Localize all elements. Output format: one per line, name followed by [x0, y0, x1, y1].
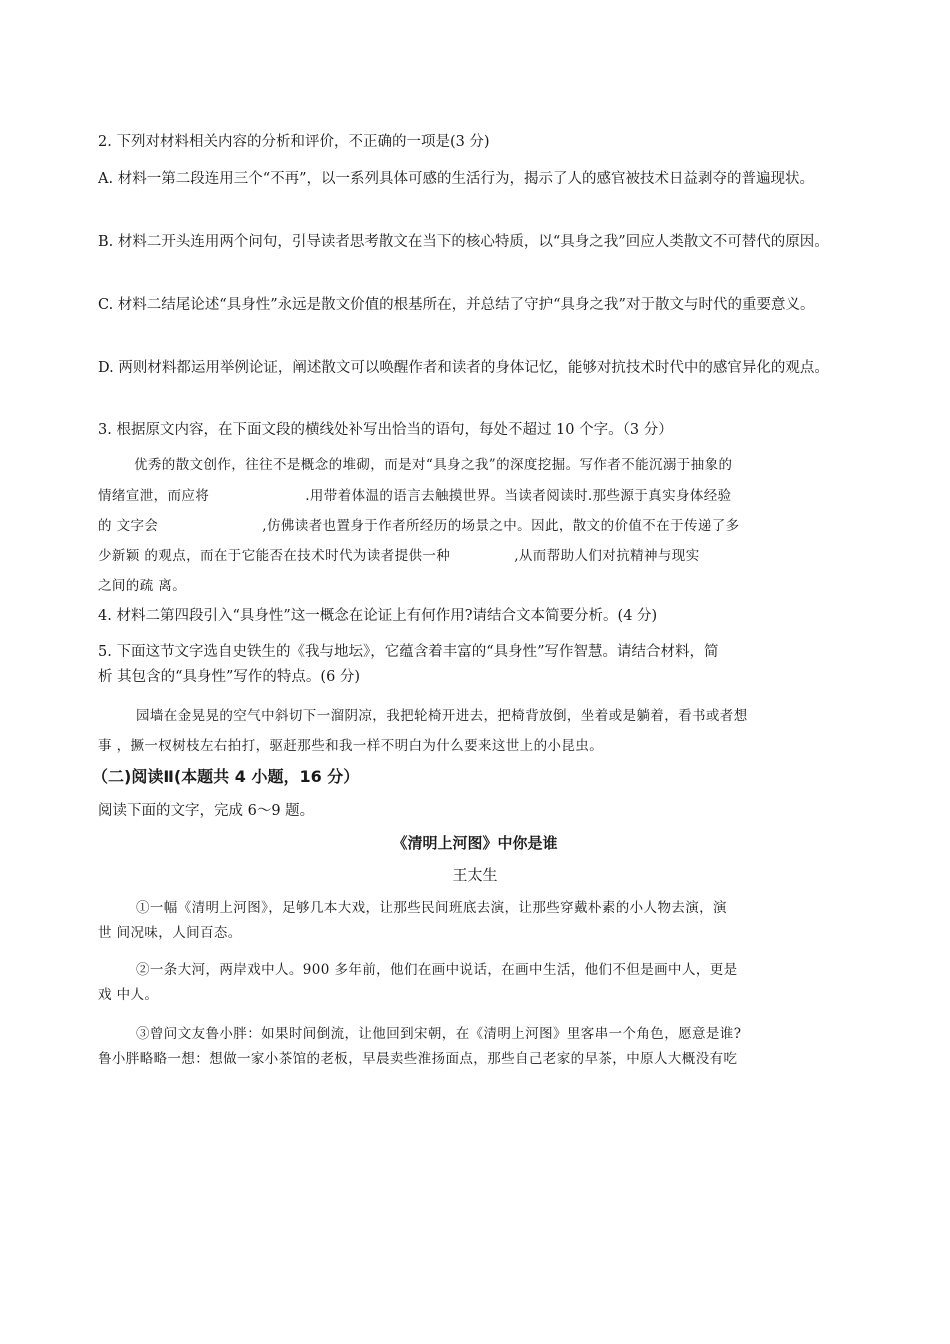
fill-passage-text: 少新颖 的观点，而在于它能否在技术时代为读者提供一种 — [98, 548, 451, 564]
question-5-stem-line-2: 析 其包含的“具身性”写作的特点。(6 分) — [98, 669, 361, 685]
question-2-stem: 2. 下列对材料相关内容的分析和评价，不正确的一项是(3 分) — [98, 134, 490, 150]
article-paragraph-3-line-1: ③曾问文友鲁小胖：如果时间倒流，让他回到宋朝，在《清明上河图》里客串一个角色，愿意是谁? — [136, 1026, 742, 1042]
section-heading: （二)阅读Ⅱ(本题共 4 小题，16 分） — [92, 767, 360, 786]
article-paragraph-3-line-2: 鲁小胖略略一想：想做一家小茶馆的老板，早晨卖些淮扬面点，那些自己老家的早茶，中原人大概没有吃 — [98, 1051, 738, 1067]
article-paragraph-1-line-2: 世 间况味，人间百态。 — [98, 925, 242, 941]
article-title: 《清明上河图》中你是谁 — [392, 834, 558, 852]
fill-passage-line-4 — [98, 546, 850, 566]
article-paragraph-2-line-2: 戏 中人。 — [98, 987, 159, 1003]
question-2-option-a: A. 材料一第二段连用三个“不再”，以一系列具体可感的生活行为，揭示了人的感官被技术日益剥夺的普遍现状。 — [98, 171, 815, 187]
article-paragraph-1-line-1: ①一幅《清明上河图》，足够几本大戏，让那些民间班底去演，让那些穿戴朴素的小人物去演，演 — [136, 900, 727, 916]
fill-passage-text: ,从而帮助人们对抗精神与现实 — [514, 548, 700, 564]
fill-passage-text: 的 文字会 — [98, 518, 159, 534]
article-author: 王太生 — [452, 866, 498, 884]
fill-passage-line-1: 优秀的散文创作，往往不是概念的堆砌，而是对“具身之我”的深度挖掘。写作者不能沉溺于抽象的 — [134, 457, 733, 473]
fill-passage-text: 情绪宣泄，而应将 — [98, 488, 210, 504]
quote-line-2: 事 ，撅一杈树枝左右拍打，驱赶那些和我一样不明白为什么要来这世上的小昆虫。 — [98, 738, 604, 754]
fill-passage-line-5: 之间的疏 离。 — [98, 578, 187, 594]
question-2-option-c: C. 材料二结尾论述“具身性”永远是散文价值的根基所在，并总结了守护“具身之我”对于散文与时代的重要意义。 — [98, 297, 815, 313]
fill-passage-line-2 — [98, 486, 850, 506]
question-4-stem: 4. 材料二第四段引入“具身性”这一概念在论证上有何作用?请结合文本简要分析。(4 分) — [98, 608, 658, 624]
question-3-stem: 3. 根据原文内容，在下面文段的横线处补写出恰当的语句，每处不超过 10 个字。（3 分） — [98, 422, 673, 438]
question-2-option-d: D. 两则材料都运用举例论证，阐述散文可以唤醒作者和读者的身体记忆，能够对抗技术时代中的感官异化的观点。 — [98, 360, 829, 376]
article-paragraph-2-line-1: ②一条大河，两岸戏中人。900 多年前，他们在画中说话，在画中生活，他们不但是画中人，更是 — [136, 962, 738, 978]
fill-passage-text: ,仿佛读者也置身于作者所经历的场景之中。因此，散文的价值不在于传递了多 — [262, 518, 740, 534]
fill-passage-line-3 — [98, 516, 850, 536]
fill-passage-text: .用带着体温的语言去触摸世界。当读者阅读时.那些源于真实身体经验 — [305, 488, 732, 504]
question-5-stem-line-1: 5. 下面这节文字选自史铁生的《我与地坛》，它蕴含着丰富的“具身性”写作智慧。请结合材料，简 — [98, 644, 719, 660]
reading-instruction: 阅读下面的文字，完成 6～9 题。 — [98, 803, 315, 819]
question-2-option-b: B. 材料二开头连用两个问句，引导读者思考散文在当下的核心特质，以“具身之我”回应人类散文不可替代的原因。 — [98, 234, 829, 250]
quote-line-1: 园墙在金晃晃的空气中斜切下一溜阴凉，我把轮椅开进去，把椅背放倒，坐着或是躺着，看书或者想 — [136, 708, 748, 724]
